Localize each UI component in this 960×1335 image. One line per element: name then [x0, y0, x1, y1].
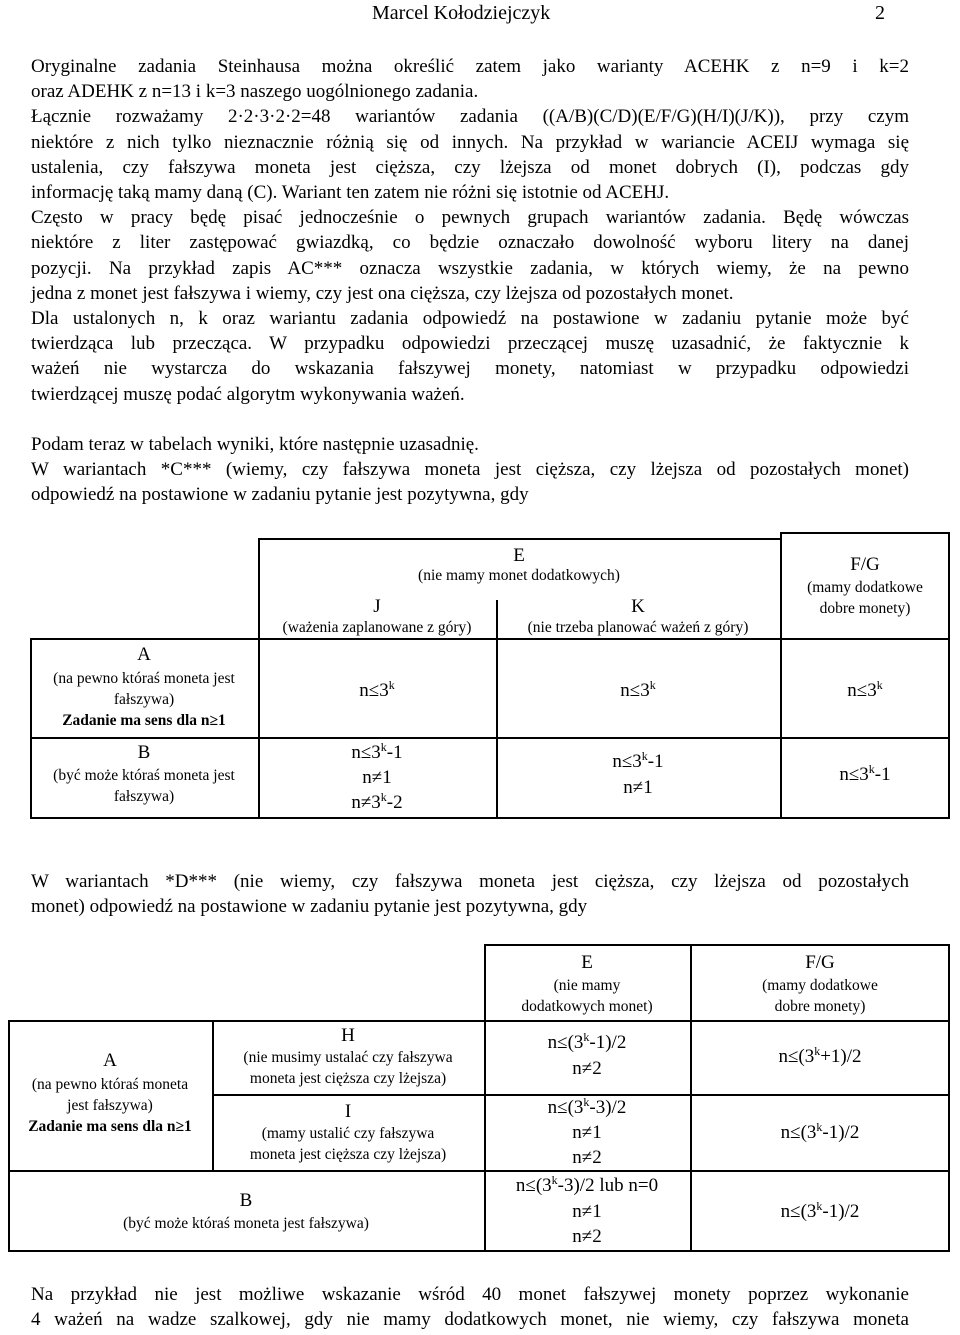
row-a-title: A: [137, 644, 151, 665]
col-k-title: K: [631, 596, 645, 617]
text-line: niektóre z liter zastępować gwiazdką, co będzie oznaczało dowolność wyboru litery na danej: [31, 232, 909, 254]
row-b-title: B: [137, 742, 151, 763]
row-a-subtitle: jest fałszywa): [67, 1097, 153, 1114]
text-line: odpowiedź na postawione w zadaniu pytanie jest pozytywna, gdy: [31, 484, 529, 506]
text-line: ważeń nie wystarcza do wskazania fałszywej monety, natomiast w przypadku odpowiedzi: [31, 358, 909, 380]
cell-b-e: n≠1: [572, 1201, 602, 1222]
row-h-title: H: [341, 1025, 355, 1046]
cell-b-j: $n\ne 3^k-2$: [351, 790, 403, 813]
results-intro-paragraph: [31, 432, 909, 508]
cell-b-e: n≠2: [572, 1226, 602, 1247]
col-j-title: J: [373, 596, 381, 617]
d-variants-paragraph: [31, 869, 909, 919]
row-a-subtitle: (na pewno któraś moneta: [31, 1076, 189, 1093]
text-line: W wariantach *C*** (wiemy, czy fałszywa moneta jest cięższa, czy lżejsza od pozostałych monet): [31, 459, 909, 481]
row-b-title: B: [239, 1190, 253, 1211]
row-i-title: I: [344, 1101, 352, 1122]
col-e-subtitle: dodatkowych monet): [521, 998, 653, 1015]
cell-ai-e: n≠1: [572, 1122, 602, 1143]
cell-ai-e: n≠2: [572, 1147, 602, 1168]
row-i-subtitle: moneta jest cięższa czy lżejsza): [249, 1146, 447, 1163]
cell-ah-fg: $n\le(3^k+1)/2$: [778, 1044, 862, 1067]
col-e-title: E: [513, 545, 525, 566]
text-line: twierdzącej muszę podać algorytm wykonywania ważeń.: [31, 383, 465, 405]
row-a-note: Zadanie ma sens dla n≥1: [28, 1118, 192, 1135]
cell-b-j: n≠1: [362, 767, 392, 788]
col-fg-title: F/G: [805, 952, 835, 973]
cell-b-k: n≠1: [623, 777, 653, 798]
text-line: informację taką mamy daną (C). Wariant ten zatem nie różni się istotnie od ACEHJ.: [31, 182, 670, 204]
text-line: Podam teraz w tabelach wyniki, które następnie uzasadnię.: [31, 434, 479, 455]
text-line: W wariantach *D*** (nie wiemy, czy fałszywa moneta jest cięższa, czy lżejsza od pozostałych: [31, 871, 909, 892]
text-line: jedna z monet jest fałszywa i wiemy, czy jest ona cięższa, czy lżejsza od pozostałych monet.: [31, 282, 734, 304]
cell-ah-e: n≠2: [572, 1058, 602, 1079]
col-k-subtitle: (nie trzeba planować ważeń z góry): [527, 619, 749, 636]
row-a-note: Zadanie ma sens dla n≥1: [62, 712, 226, 729]
row-b-subtitle: fałszywa): [113, 788, 175, 805]
cell-b-fg: $n\le 3^k-1$: [839, 762, 891, 785]
row-h-subtitle: moneta jest cięższa czy lżejsza): [249, 1070, 447, 1087]
col-fg-subtitle: dobre monety): [819, 600, 911, 617]
page-number: 2: [875, 2, 885, 24]
col-fg-subtitle: (mamy dodatkowe: [807, 579, 923, 596]
text-line: Często w pracy będę pisać jednocześnie o pewnych grupach wariantów zadania. Będę wówczas: [31, 207, 909, 229]
example-paragraph: [31, 1282, 909, 1332]
text-line: pozycji. Na przykład zapis AC*** oznacza wszystkie zadania, w których wiemy, że na pewno: [31, 257, 909, 279]
row-i-subtitle: (mamy ustalić czy fałszywa: [261, 1125, 435, 1142]
text-line: 4 ważeń na wadze szalkowej, gdy nie mamy dodatkowych monet, nie wiemy, czy fałszywa moneta: [31, 1309, 909, 1331]
cell-ai-e: $n\le(3^k-3)/2$: [547, 1095, 627, 1118]
text-line: Oryginalne zadania Steinhausa można określić zatem jako warianty ACEHK z n=9 i k=2: [31, 56, 909, 77]
col-e-title: E: [581, 952, 593, 973]
text-line: Łącznie rozważamy 2·2·3·2·2=48 wariantów zadania ((A/B)(C/D)(E/F/G)(H/I)(J/K)), przy czym: [31, 106, 909, 128]
col-e-subtitle: (nie mamy monet dodatkowych): [418, 567, 620, 584]
row-b-subtitle: (być może któraś moneta jest: [53, 767, 235, 784]
row-a-subtitle: (na pewno któraś moneta jest: [53, 670, 235, 687]
col-fg-subtitle: dobre monety): [774, 998, 866, 1015]
cell-b-e: $n\le(3^k-3)/2$ lub n=0: [515, 1173, 659, 1196]
text-line: oraz ADEHK z n=13 i k=3 naszego uogólnionego zadania.: [31, 81, 479, 103]
intro-paragraph: [31, 54, 909, 407]
text-line: monet) odpowiedź na postawione w zadaniu pytanie jest pozytywna, gdy: [31, 896, 588, 918]
col-fg-subtitle: (mamy dodatkowe: [762, 977, 878, 994]
text-line: Dla ustalonych n, k oraz wariantu zadania odpowiedź na postawione w zadaniu pytanie może być: [31, 308, 909, 330]
running-header-author: Marcel Kołodziejczyk: [372, 2, 551, 24]
text-line: twierdząca lub przecząca. W przypadku odpowiedzi przeczącej muszę uzasadnić, że faktycznie k: [31, 333, 909, 355]
row-a-title: A: [103, 1050, 117, 1071]
col-j-subtitle: (ważenia zaplanowane z góry): [282, 619, 472, 636]
cell-a-j: $n\le 3^k$: [359, 678, 395, 701]
cell-ah-e: $n\le(3^k-1)/2$: [547, 1030, 627, 1053]
row-a-subtitle: fałszywa): [113, 691, 175, 708]
cell-b-k: $n\le 3^k-1$: [612, 749, 664, 772]
row-b-subtitle: (być może któraś moneta jest fałszywa): [123, 1215, 369, 1232]
cell-a-fg: $n\le 3^k$: [847, 678, 883, 701]
cell-ai-fg: $n\le(3^k-1)/2$: [780, 1120, 860, 1143]
text-line: niektóre z nich tylko nieznacznie różnią się od innych. Na przykład w wariancie ACEIJ wymaga się: [31, 131, 909, 153]
col-e-subtitle: (nie mamy: [553, 977, 621, 994]
text-line: ustalenia, czy fałszywa moneta jest cięższa, czy lżejsza od monet dobrych (I), podczas gdy: [31, 156, 909, 178]
cell-b-j: $n\le 3^k-1$: [351, 740, 403, 763]
row-h-subtitle: (nie musimy ustalać czy fałszywa: [243, 1049, 453, 1066]
cell-b-fg: $n\le(3^k-1)/2$: [780, 1199, 860, 1222]
text-line: Na przykład nie jest możliwe wskazanie wśród 40 monet fałszywej monety poprzez wykonanie: [31, 1284, 909, 1305]
col-fg-title: F/G: [850, 554, 880, 575]
cell-a-k: $n\le 3^k$: [620, 678, 656, 701]
